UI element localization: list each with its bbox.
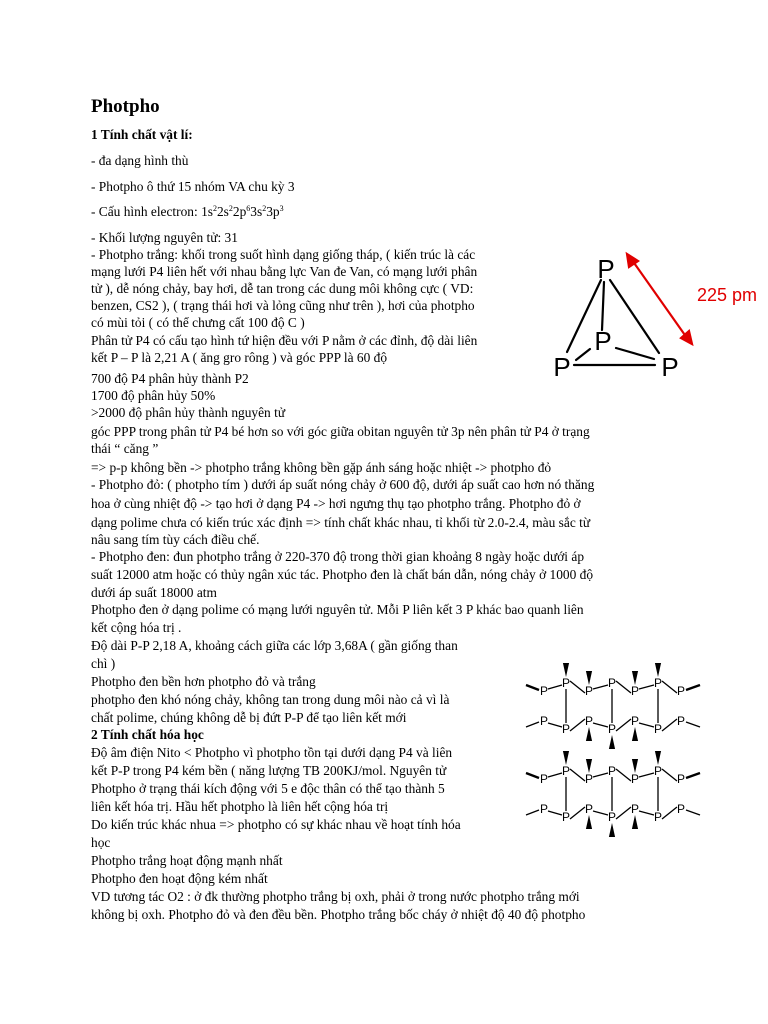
- bond-line: [526, 685, 539, 690]
- bond-line: [526, 722, 539, 727]
- black-phosphorus-figure: [518, 655, 702, 839]
- section1-heading: 1 Tính chất vật lí:: [91, 127, 193, 142]
- phosphorus-atom-label: P: [676, 802, 686, 816]
- bond-line: [548, 723, 562, 727]
- text-line: => p-p không bền -> photpho trắng không bền gặp ánh sáng hoặc nhiệt -> photpho đỏ: [91, 460, 552, 475]
- bond-wedge: [563, 663, 569, 677]
- phosphorus-atom-label: P: [676, 772, 686, 786]
- bond-line: [686, 810, 700, 815]
- text-line: thái “ căng ”: [91, 441, 159, 456]
- phosphorus-atom-label: P: [607, 722, 617, 736]
- bond-wedge: [586, 671, 592, 685]
- text-line: học: [91, 835, 111, 850]
- phosphorus-atom-label: P: [607, 676, 617, 690]
- phosphorus-atom-label: P: [584, 772, 594, 786]
- phosphorus-atom-label: P: [653, 810, 663, 824]
- text-line: kết P-P trong P4 kém bền ( năng lượng TB 200KJ/mol. Nguyên tử: [91, 763, 447, 778]
- bond-line: [616, 769, 631, 781]
- bond-line: [593, 811, 608, 815]
- bond-wedge: [655, 663, 661, 677]
- text-line: - Photpho trắng: khối trong suốt hình dạng giống tháp, ( kiến trúc là các: [91, 247, 476, 262]
- bond-line: [548, 685, 562, 689]
- bond-wedge: [632, 759, 638, 773]
- text-line: dạng polime chưa có kiến trúc xác định => tính chất khác nhau, tỉ khối từ 2.0-2.4, màu sắc từ: [91, 515, 591, 530]
- bond-wedge: [632, 815, 638, 829]
- text-line: Photpho đen bền hơn photpho đỏ và trắng: [91, 674, 316, 689]
- page-title: Photpho: [91, 96, 160, 117]
- text-line: Phân tử P4 có cấu tạo hình tứ hiện đều với P nằm ở các đỉnh, độ dài liên: [91, 333, 478, 348]
- phosphorus-atom-label: P: [584, 684, 594, 698]
- phosphorus-atom-label: P: [676, 684, 686, 698]
- phosphorus-atom-label: P: [597, 254, 615, 284]
- phosphorus-atom-label: P: [561, 810, 571, 824]
- phosphorus-atom-label: P: [676, 714, 686, 728]
- bond-line: [570, 769, 585, 781]
- phosphorus-atom-label: P: [539, 772, 549, 786]
- text-line: kết P – P là 2,21 A ( ăng gro rông ) và góc PPP là 60 độ: [91, 350, 388, 365]
- phosphorus-atom-label: P: [584, 714, 594, 728]
- bond-line: [639, 685, 654, 689]
- bond-line: [526, 810, 539, 815]
- bond-line: [593, 685, 608, 689]
- bond-line: [662, 719, 677, 731]
- bond-line: [570, 719, 585, 731]
- text-line: không bị oxh. Photpho đỏ và đen đều bền. Photpho trắng bốc cháy ở nhiệt độ 40 độ photpho: [91, 907, 586, 922]
- bond-line: [593, 773, 608, 777]
- phosphorus-atom-label: P: [630, 772, 640, 786]
- text-line: Độ dài P-P 2,18 A, khoảng cách giữa các lớp 3,68A ( gần giống than: [91, 638, 458, 653]
- text-line: suất 12000 atm hoặc có thủy ngân xúc tác. Photpho đen là chất bán dẫn, nóng chảy ở 1000 độ: [91, 567, 594, 582]
- phosphorus-atom-label: P: [661, 352, 679, 382]
- distance-label: 225 pm: [697, 285, 758, 305]
- text-line: VD tương tác O2 : ở đk thường photpho trắng bị oxh, phải ở trong nước photpho trắng mới: [91, 889, 580, 904]
- phosphorus-atom-label: P: [561, 764, 571, 778]
- phosphorus-atom-label: P: [561, 722, 571, 736]
- bond-wedge: [655, 751, 661, 765]
- text-line: chất polime, chúng không dễ bị đứt P-P để tạo liên kết mới: [91, 710, 407, 725]
- phosphorus-atom-label: P: [594, 326, 612, 356]
- text-line: - Photpho đỏ: ( photpho tím ) dưới áp suất nóng chảy ở 600 độ, dưới áp suất cao hơn nó thăng: [91, 477, 595, 492]
- phosphorus-atom-label: P: [630, 714, 640, 728]
- text-line: dưới áp suất 18000 atm: [91, 585, 217, 600]
- phosphorus-atom-label: P: [607, 810, 617, 824]
- bond-line: [662, 769, 677, 781]
- bond-line: [662, 681, 677, 693]
- bond-wedge: [586, 815, 592, 829]
- text-line: photpho đen khó nóng chảy, không tan trong dung môi nào cả vì là: [91, 692, 450, 707]
- phosphorus-atom-label: P: [539, 684, 549, 698]
- bond-wedge: [563, 751, 569, 765]
- text-line: mạng lưới P4 liên hết với nhau bằng lực Van đe Van, có mạng lưới phân: [91, 264, 478, 279]
- phosphorus-atom-label: P: [630, 684, 640, 698]
- text-line: có mùi tỏi ( có thể chưng cất 100 độ C ): [91, 315, 305, 330]
- phosphorus-atom-label: P: [607, 764, 617, 778]
- bond-line: [593, 723, 608, 727]
- text-line: Photpho trắng hoạt động mạnh nhất: [91, 853, 283, 868]
- bond-line: [526, 773, 539, 778]
- phosphorus-atom-label: P: [653, 722, 663, 736]
- bond-wedge: [632, 671, 638, 685]
- text-line: góc PPP trong phân tử P4 bé hơn so với góc giữa obitan nguyên tử 3p nên phân tử P4 ở trạng: [91, 424, 590, 439]
- text-line: kết cộng hóa trị .: [91, 620, 182, 635]
- phosphorus-atom-label: P: [553, 352, 571, 382]
- p4-molecule-figure: [540, 248, 765, 388]
- bond-wedge: [632, 727, 638, 741]
- text-line: chì ): [91, 656, 116, 671]
- text-line: - đa dạng hình thù: [91, 153, 189, 168]
- bond-line: [686, 773, 700, 778]
- phosphorus-atom-label: P: [630, 802, 640, 816]
- text-line: Độ âm điện Nito < Photpho vì photpho tồn tại dưới dạng P4 và liên: [91, 745, 453, 760]
- phosphorus-atom-label: P: [539, 802, 549, 816]
- bond-line: [570, 681, 585, 693]
- phosphorus-atom-label: P: [653, 764, 663, 778]
- text-line: >2000 độ phân hủy thành nguyên tử: [91, 405, 286, 420]
- text-line: liên kết hóa trị. Hầu hết photpho là liên hết cộng hóa trị: [91, 799, 389, 814]
- phosphorus-atom-label: P: [584, 802, 594, 816]
- bond-wedge: [609, 735, 615, 749]
- bond-wedge: [586, 759, 592, 773]
- bond-line: [686, 685, 700, 690]
- text-line: Photpho đen ở dạng polime có mạng lưới nguyên tử. Mỗi P liên kết 3 P khác bao quanh liên: [91, 602, 584, 617]
- bond-line: [639, 773, 654, 777]
- bond-line: [662, 807, 677, 819]
- bond-line: [548, 773, 562, 777]
- text-line: nâu sang tím tùy cách điều chế.: [91, 532, 260, 547]
- section2-heading: 2 Tính chất hóa học: [91, 727, 204, 742]
- text-line: 1700 độ phân hủy 50%: [91, 388, 216, 403]
- text-line: - Photpho đen: đun photpho trắng ở 220-370 độ trong thời gian khoảng 8 ngày hoặc dưới áp: [91, 549, 585, 564]
- bond-line: [616, 681, 631, 693]
- phosphorus-atom-label: P: [539, 714, 549, 728]
- text-line: 700 độ P4 phân hủy thành P2: [91, 371, 249, 386]
- text-line: - Khối lượng nguyên tử: 31: [91, 230, 238, 245]
- bond-line: [686, 722, 700, 727]
- text-line: Do kiến trúc khác nhua => photpho có sự khác nhau về hoạt tính hóa: [91, 817, 461, 832]
- bond-wedge: [609, 823, 615, 837]
- phosphorus-atom-label: P: [561, 676, 571, 690]
- text-line: Photpho đen hoạt động kém nhất: [91, 871, 268, 886]
- text-line: tử ), dễ nóng chảy, bay hơi, dễ tan trong các dung môi không cực ( VD:: [91, 281, 474, 296]
- bond-line: [639, 723, 654, 727]
- bond-line: [616, 719, 631, 731]
- bond-line: [616, 807, 631, 819]
- text-line: hoa ở cùng nhiệt độ -> tạo hơi ở dạng P4 -> hơi ngưng thụ tạo photpho trắng. Photpho đỏ ở: [91, 496, 581, 511]
- bond-line: [570, 807, 585, 819]
- bond-wedge: [586, 727, 592, 741]
- electron-config: - Cấu hình electron: $1s^22s^22p^63s^23p^3$: [91, 204, 284, 219]
- text-line: - Photpho ô thứ 15 nhóm VA chu kỳ 3: [91, 179, 295, 194]
- text-line: benzen, CS2 ), ( trạng thái hơi và lỏng cũng như trên ), hơi của photpho: [91, 298, 475, 313]
- text-line: Photpho ở trạng thái kích động với 5 e độc thân có thể tạo thành 5: [91, 781, 445, 796]
- bond-line: [639, 811, 654, 815]
- phosphorus-atom-label: P: [653, 676, 663, 690]
- bond-line: [548, 811, 562, 815]
